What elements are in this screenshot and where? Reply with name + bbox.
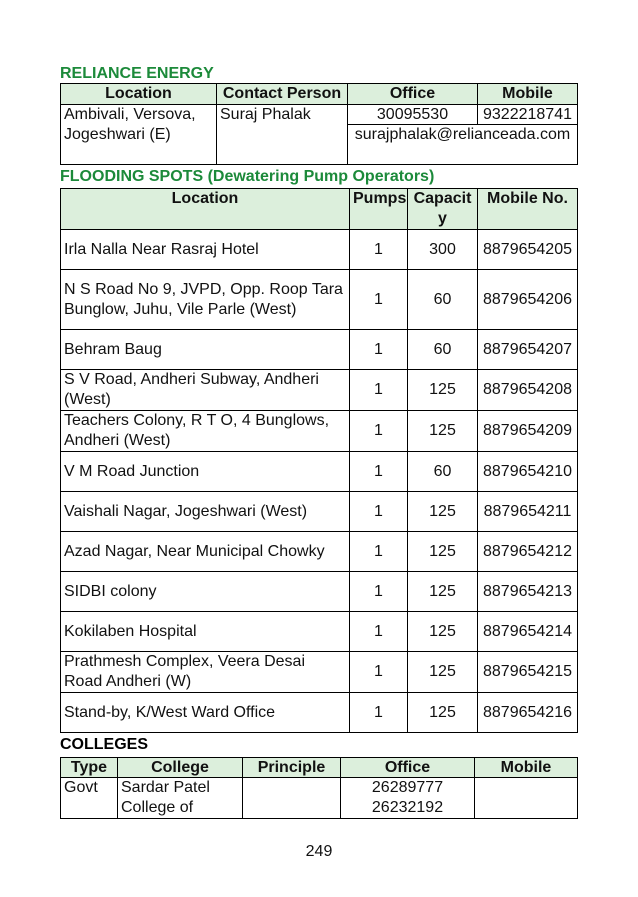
header-location: Location (61, 189, 350, 230)
cell-office: 30095530 (348, 105, 478, 125)
cell-location: Teachers Colony, R T O, 4 Bunglows, Andheri (West) (61, 411, 350, 452)
header-mobile: Mobile (478, 84, 578, 105)
cell-capacity: 60 (408, 270, 478, 330)
cell-capacity: 125 (408, 532, 478, 572)
cell-location: Irla Nalla Near Rasraj Hotel (61, 230, 350, 270)
table-row (61, 778, 578, 819)
cell-location: Ambivali, Versova, Jogeshwari (E) (61, 105, 217, 165)
table-header-row (61, 758, 578, 778)
cell-office (341, 778, 475, 819)
cell-mobile: 8879654216 (478, 693, 578, 733)
page-content (60, 64, 577, 819)
cell-type: Govt (61, 778, 118, 819)
cell-capacity: 60 (408, 452, 478, 492)
header-mobile-no: Mobile No. (478, 189, 578, 230)
header-mobile: Mobile (475, 758, 578, 778)
header-college: College (118, 758, 243, 778)
cell-location: SIDBI colony (61, 572, 350, 612)
header-contact-person: Contact Person (217, 84, 348, 105)
cell-mobile: 8879654206 (478, 270, 578, 330)
header-pumps: Pumps (350, 189, 408, 230)
cell-mobile: 8879654210 (478, 452, 578, 492)
cell-mobile: 8879654209 (478, 411, 578, 452)
cell-location: Stand-by, K/West Ward Office (61, 693, 350, 733)
cell-pumps: 1 (350, 370, 408, 411)
cell-location: Vaishali Nagar, Jogeshwari (West) (61, 492, 350, 532)
header-capacity: Capacity (408, 189, 478, 230)
cell-pumps: 1 (350, 492, 408, 532)
cell-mobile: 8879654212 (478, 532, 578, 572)
table-row (61, 370, 578, 411)
cell-mobile: 9322218741 (478, 105, 578, 125)
cell-mobile: 8879654213 (478, 572, 578, 612)
table-header-row (61, 84, 578, 105)
cell-mobile: 8879654214 (478, 612, 578, 652)
cell-pumps: 1 (350, 270, 408, 330)
table-row (61, 411, 578, 452)
table-row (61, 452, 578, 492)
cell-pumps: 1 (350, 230, 408, 270)
header-location: Location (61, 84, 217, 105)
cell-mobile: 8879654208 (478, 370, 578, 411)
colleges-title: COLLEGES (60, 736, 149, 753)
cell-pumps: 1 (350, 532, 408, 572)
cell-pumps: 1 (350, 411, 408, 452)
cell-mobile (475, 778, 578, 819)
table-row (61, 652, 578, 693)
header-type: Type (61, 758, 118, 778)
reliance-energy-title: RELIANCE ENERGY (60, 65, 214, 82)
table-row (61, 492, 578, 532)
cell-capacity: 125 (408, 370, 478, 411)
cell-capacity: 125 (408, 652, 478, 693)
cell-capacity: 125 (408, 572, 478, 612)
table-row (61, 693, 578, 733)
cell-pumps: 1 (350, 572, 408, 612)
table-row (61, 270, 578, 330)
cell-location: Azad Nagar, Near Municipal Chowky (61, 532, 350, 572)
table-header-row (61, 189, 578, 230)
cell-pumps: 1 (350, 652, 408, 693)
cell-capacity: 300 (408, 230, 478, 270)
cell-capacity: 60 (408, 330, 478, 370)
cell-capacity: 125 (408, 693, 478, 733)
office-number-2: 26232192 (371, 799, 444, 816)
header-principle: Principle (243, 758, 341, 778)
cell-pumps: 1 (350, 330, 408, 370)
cell-college: Sardar Patel College of (118, 778, 243, 819)
colleges-table (60, 757, 578, 819)
table-row (61, 230, 578, 270)
flooding-spots-title: FLOODING SPOTS (Dewatering Pump Operators) (60, 168, 435, 185)
table-row (61, 612, 578, 652)
cell-capacity: 125 (408, 492, 478, 532)
cell-capacity: 125 (408, 411, 478, 452)
cell-email: surajphalak@relianceada.com (348, 125, 578, 165)
header-office: Office (341, 758, 475, 778)
flooding-spots-table (60, 188, 578, 733)
table-row (61, 572, 578, 612)
cell-mobile: 8879654205 (478, 230, 578, 270)
table-row (61, 532, 578, 572)
cell-location: S V Road, Andheri Subway, Andheri (West) (61, 370, 350, 411)
cell-location: V M Road Junction (61, 452, 350, 492)
cell-capacity: 125 (408, 612, 478, 652)
header-office: Office (348, 84, 478, 105)
cell-location: Behram Baug (61, 330, 350, 370)
office-number-1: 26289777 (371, 779, 444, 796)
table-row (61, 105, 578, 125)
page-number: 249 (305, 843, 333, 860)
reliance-energy-table (60, 83, 578, 165)
cell-pumps: 1 (350, 612, 408, 652)
cell-location: N S Road No 9, JVPD, Opp. Roop Tara Bunglow, Juhu, Vile Parle (West) (61, 270, 350, 330)
cell-location: Prathmesh Complex, Veera Desai Road Andheri (W) (61, 652, 350, 693)
cell-location: Kokilaben Hospital (61, 612, 350, 652)
cell-mobile: 8879654207 (478, 330, 578, 370)
cell-mobile: 8879654215 (478, 652, 578, 693)
cell-principle (243, 778, 341, 819)
cell-contact-person: Suraj Phalak (217, 105, 348, 165)
cell-pumps: 1 (350, 693, 408, 733)
cell-pumps: 1 (350, 452, 408, 492)
cell-mobile: 8879654211 (478, 492, 578, 532)
table-row (61, 330, 578, 370)
